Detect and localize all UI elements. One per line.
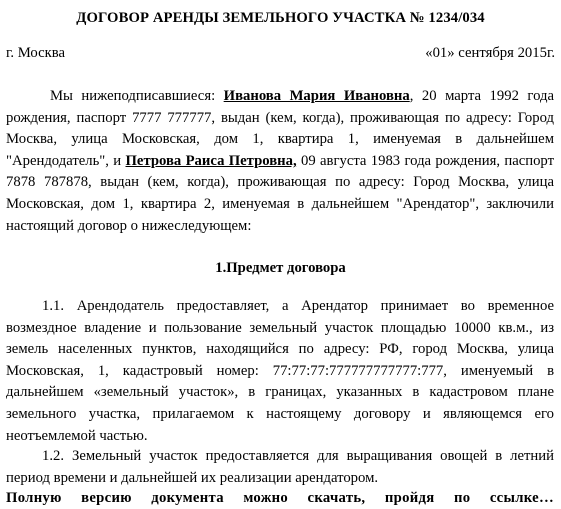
date-text: «01» сентября 2015г. bbox=[425, 45, 555, 61]
clause-1-1 bbox=[6, 296, 554, 447]
clause-1-2-text: 1.2. Земельный участок предоставляется для выращивания овощей в летний период времени и дальнейшей их реализации арендатором. bbox=[6, 448, 554, 486]
place-date-line bbox=[6, 45, 555, 65]
tenant-name: Петрова Раиса Петровна, bbox=[125, 152, 297, 169]
intro-lead: Мы нижеподписавшиеся: bbox=[50, 88, 224, 104]
intro-paragraph bbox=[6, 86, 554, 237]
clause-1-2 bbox=[6, 446, 554, 489]
landlord-details: , 20 марта 1992 года рождения, паспорт 7777 777777, выдан (кем, когда), проживающая по адресу: Город Москва, улица Московская, дом 1, квартира 1, именуемая в дальнейшем "Арендодатель", и bbox=[6, 88, 554, 169]
tenant-details: 09 августа 1983 года рождения, паспорт 7878 787878, выдан (кем, когда), проживающая по адресу: Город Москва, улица Московская, дом 1, квартира 2, именуемая в дальнейшем "Арендатор", заключили настоящий договор о нижеследующем: bbox=[6, 152, 554, 234]
document-title: ДОГОВОР АРЕНДЫ ЗЕМЕЛЬНОГО УЧАСТКА № 1234/034 bbox=[76, 10, 485, 26]
clause-1-1-text: 1.1. Арендодатель предоставляет, а Арендатор принимает во временное возмездное владение и пользование земельный участок площадью 10000 кв.м., из земель населенных пунктов, находящийся по адресу: РФ, город Москва, улица Московская, 1, кадастровый номер: 77:77:77:777777777777:777, именуемый в дальнейшем «земельный участок», в границах, указанных в кадастровом плане земельного участка, прилагаемом к настоящему договору и являющемся его неотъемлемой частью. bbox=[6, 298, 554, 444]
landlord-name: Иванова Мария Ивановна bbox=[223, 88, 410, 104]
city-text: г. Москва bbox=[6, 45, 66, 61]
section-1-title: 1.Предмет договора bbox=[215, 260, 346, 276]
download-full-version-link[interactable]: Полную версию документа можно скачать, пройдя по ссылке… bbox=[6, 490, 554, 506]
